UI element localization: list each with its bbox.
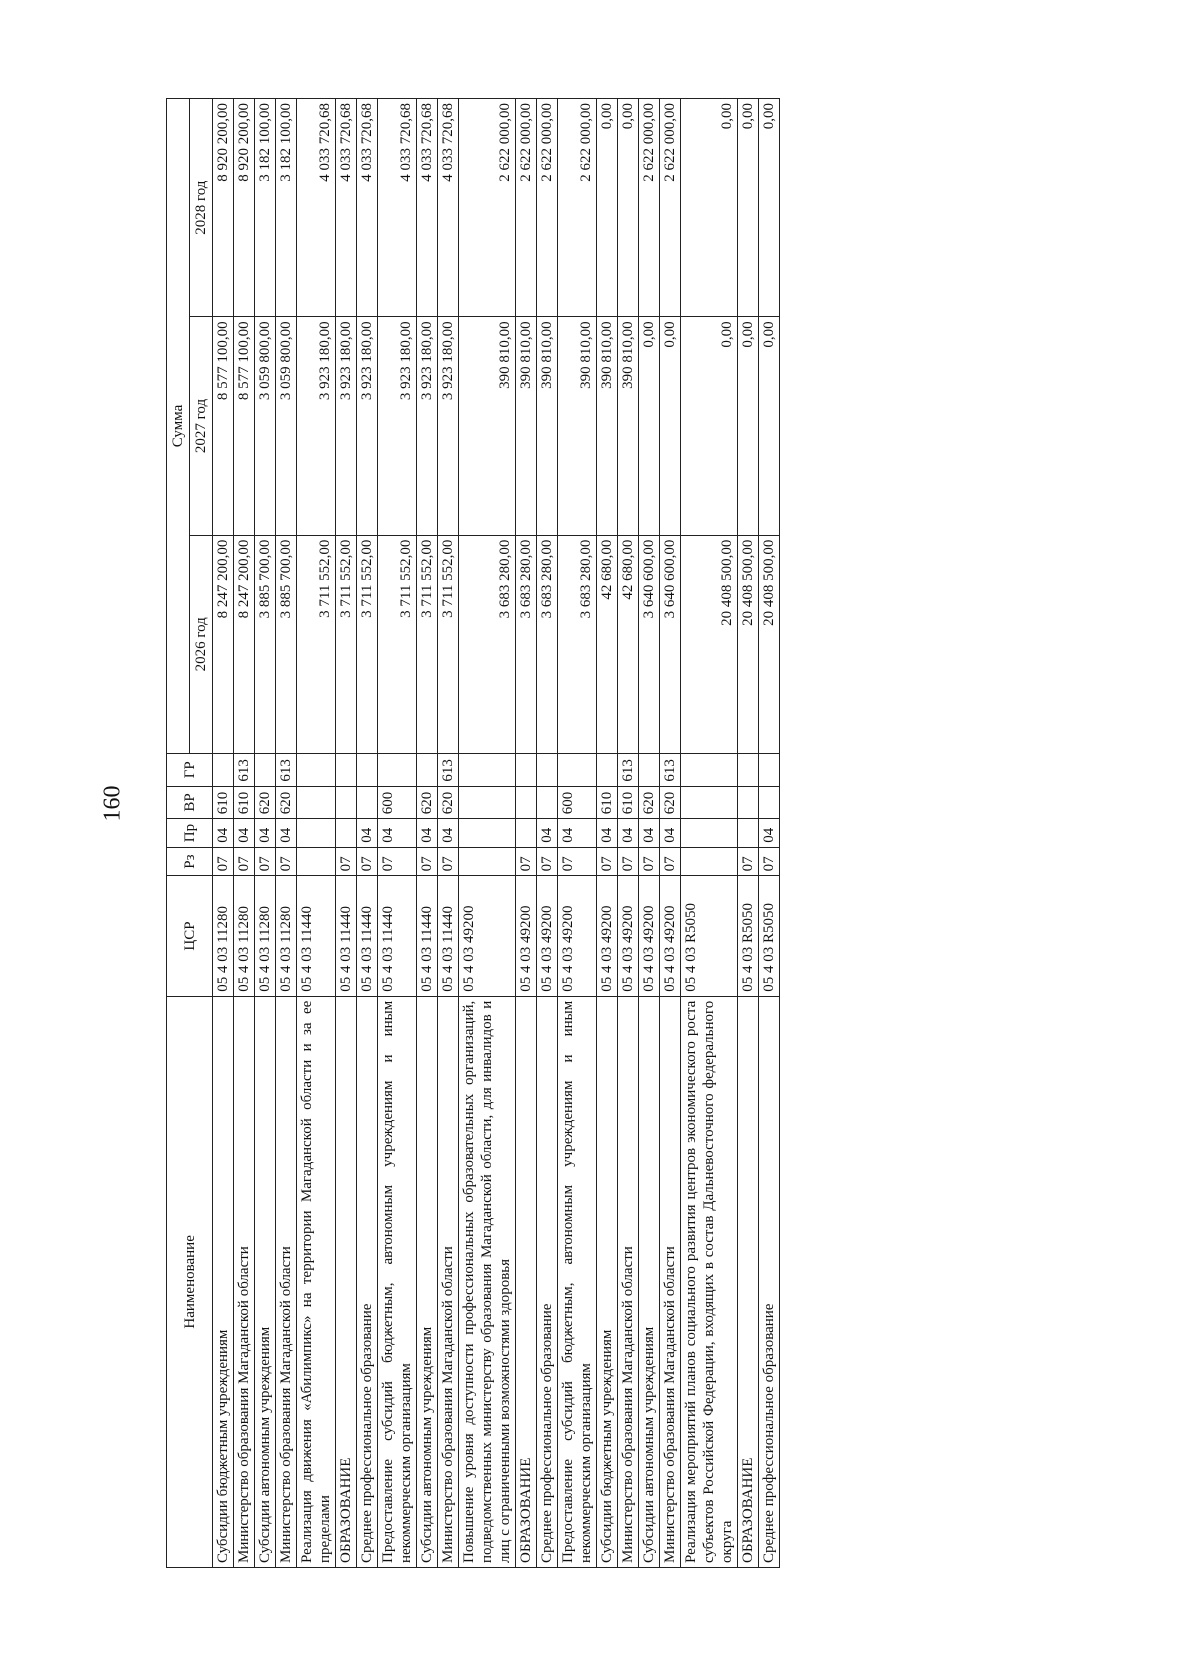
table-row bbox=[378, 99, 417, 1568]
amount-2026-cell: 3 640 600,00 bbox=[639, 535, 660, 753]
csr-cell: 05 4 03 49200 bbox=[558, 876, 597, 996]
table-row bbox=[438, 99, 459, 1568]
budget-table bbox=[166, 98, 780, 1568]
table-row bbox=[297, 99, 336, 1568]
table-row bbox=[336, 99, 357, 1568]
pr-cell: 04 bbox=[597, 819, 618, 848]
csr-cell: 05 4 03 11280 bbox=[213, 876, 234, 996]
pr-cell bbox=[681, 819, 738, 848]
rz-cell: 07 bbox=[738, 847, 759, 876]
amount-2026-cell: 3 711 552,00 bbox=[378, 535, 417, 753]
table-row bbox=[255, 99, 276, 1568]
rz-cell: 07 bbox=[639, 847, 660, 876]
gr-cell bbox=[459, 753, 516, 786]
amount-2026-cell: 3 640 600,00 bbox=[660, 535, 681, 753]
csr-cell: 05 4 03 49200 bbox=[660, 876, 681, 996]
amount-2027-cell: 3 059 800,00 bbox=[276, 317, 297, 535]
gr-cell: 613 bbox=[276, 753, 297, 786]
amount-2028-cell: 4 033 720,68 bbox=[297, 99, 336, 317]
rz-cell: 07 bbox=[378, 847, 417, 876]
gr-cell bbox=[537, 753, 558, 786]
pr-cell bbox=[516, 819, 537, 848]
amount-2028-cell: 2 622 000,00 bbox=[639, 99, 660, 317]
name-cell: ОБРАЗОВАНИЕ bbox=[336, 996, 357, 1567]
name-cell: Среднее профессиональное образование bbox=[357, 996, 378, 1567]
header-year-2027: 2027 год bbox=[190, 317, 213, 535]
vr-cell bbox=[738, 786, 759, 819]
header-year-2028: 2028 год bbox=[190, 99, 213, 317]
amount-2028-cell: 0,00 bbox=[738, 99, 759, 317]
gr-cell: 613 bbox=[234, 753, 255, 786]
amount-2027-cell: 8 577 100,00 bbox=[234, 317, 255, 535]
table-row bbox=[516, 99, 537, 1568]
rz-cell bbox=[459, 847, 516, 876]
amount-2026-cell: 3 711 552,00 bbox=[417, 535, 438, 753]
amount-2027-cell: 3 923 180,00 bbox=[417, 317, 438, 535]
vr-cell bbox=[681, 786, 738, 819]
amount-2027-cell: 0,00 bbox=[759, 317, 780, 535]
table-row bbox=[213, 99, 234, 1568]
rz-cell: 07 bbox=[597, 847, 618, 876]
rz-cell: 07 bbox=[276, 847, 297, 876]
amount-2026-cell: 3 683 280,00 bbox=[537, 535, 558, 753]
header-pr: Пр bbox=[167, 819, 213, 848]
pr-cell: 04 bbox=[558, 819, 597, 848]
table-row bbox=[558, 99, 597, 1568]
pr-cell bbox=[459, 819, 516, 848]
gr-cell bbox=[597, 753, 618, 786]
rz-cell: 07 bbox=[558, 847, 597, 876]
gr-cell bbox=[213, 753, 234, 786]
csr-cell: 05 4 03 11440 bbox=[438, 876, 459, 996]
amount-2026-cell: 3 711 552,00 bbox=[438, 535, 459, 753]
table-row bbox=[759, 99, 780, 1568]
rz-cell: 07 bbox=[357, 847, 378, 876]
gr-cell bbox=[738, 753, 759, 786]
vr-cell: 620 bbox=[417, 786, 438, 819]
gr-cell bbox=[759, 753, 780, 786]
csr-cell: 05 4 03 49200 bbox=[597, 876, 618, 996]
vr-cell bbox=[537, 786, 558, 819]
amount-2027-cell: 0,00 bbox=[660, 317, 681, 535]
gr-cell bbox=[417, 753, 438, 786]
header-sum: Сумма bbox=[167, 99, 190, 754]
amount-2026-cell: 20 408 500,00 bbox=[681, 535, 738, 753]
amount-2028-cell: 2 622 000,00 bbox=[558, 99, 597, 317]
amount-2026-cell: 8 247 200,00 bbox=[234, 535, 255, 753]
name-cell: Министерство образования Магаданской области bbox=[660, 996, 681, 1567]
amount-2028-cell: 4 033 720,68 bbox=[378, 99, 417, 317]
table-row bbox=[357, 99, 378, 1568]
table-row bbox=[459, 99, 516, 1568]
rz-cell: 07 bbox=[417, 847, 438, 876]
pr-cell bbox=[297, 819, 336, 848]
amount-2026-cell: 3 683 280,00 bbox=[459, 535, 516, 753]
amount-2027-cell: 8 577 100,00 bbox=[213, 317, 234, 535]
name-cell: Повышение уровня доступности профессиональных образовательных организаций, подведомственных министерству образования Магаданской области, для инвалидов и лиц с ограниченными возможностями здоровья bbox=[459, 996, 516, 1567]
table-row bbox=[618, 99, 639, 1568]
name-cell: Субсидии бюджетным учреждениям bbox=[213, 996, 234, 1567]
csr-cell: 05 4 03 11440 bbox=[357, 876, 378, 996]
vr-cell: 600 bbox=[558, 786, 597, 819]
csr-cell: 05 4 03 11440 bbox=[417, 876, 438, 996]
pr-cell bbox=[336, 819, 357, 848]
amount-2028-cell: 4 033 720,68 bbox=[336, 99, 357, 317]
rz-cell: 07 bbox=[759, 847, 780, 876]
page-number: 160 bbox=[99, 785, 126, 822]
pr-cell: 04 bbox=[618, 819, 639, 848]
amount-2026-cell: 8 247 200,00 bbox=[213, 535, 234, 753]
pr-cell: 04 bbox=[660, 819, 681, 848]
vr-cell: 610 bbox=[597, 786, 618, 819]
amount-2028-cell: 8 920 200,00 bbox=[234, 99, 255, 317]
amount-2026-cell: 3 683 280,00 bbox=[558, 535, 597, 753]
amount-2026-cell: 3 711 552,00 bbox=[336, 535, 357, 753]
name-cell: Среднее профессиональное образование bbox=[759, 996, 780, 1567]
name-cell: Реализация мероприятий планов социального развития центров экономического роста субъектов Российской Федерации, входящих в состав Дальневосточного федерального округа bbox=[681, 996, 738, 1567]
amount-2028-cell: 2 622 000,00 bbox=[660, 99, 681, 317]
name-cell: Субсидии автономным учреждениям bbox=[255, 996, 276, 1567]
amount-2028-cell: 3 182 100,00 bbox=[276, 99, 297, 317]
csr-cell: 05 4 03 R5050 bbox=[759, 876, 780, 996]
amount-2027-cell: 390 810,00 bbox=[597, 317, 618, 535]
pr-cell: 04 bbox=[759, 819, 780, 848]
amount-2026-cell: 42 680,00 bbox=[597, 535, 618, 753]
csr-cell: 05 4 03 49200 bbox=[618, 876, 639, 996]
name-cell: Среднее профессиональное образование bbox=[537, 996, 558, 1567]
table-row bbox=[234, 99, 255, 1568]
name-cell: Субсидии автономным учреждениям bbox=[639, 996, 660, 1567]
header-csr: ЦСР bbox=[167, 876, 213, 996]
table-row bbox=[681, 99, 738, 1568]
csr-cell: 05 4 03 R5050 bbox=[738, 876, 759, 996]
name-cell: Субсидии бюджетным учреждениям bbox=[597, 996, 618, 1567]
pr-cell: 04 bbox=[438, 819, 459, 848]
vr-cell bbox=[459, 786, 516, 819]
amount-2028-cell: 4 033 720,68 bbox=[357, 99, 378, 317]
rz-cell: 07 bbox=[537, 847, 558, 876]
amount-2028-cell: 3 182 100,00 bbox=[255, 99, 276, 317]
amount-2028-cell: 0,00 bbox=[681, 99, 738, 317]
vr-cell: 610 bbox=[213, 786, 234, 819]
amount-2028-cell: 4 033 720,68 bbox=[417, 99, 438, 317]
csr-cell: 05 4 03 49200 bbox=[639, 876, 660, 996]
header-row-1 bbox=[167, 99, 190, 1568]
rz-cell: 07 bbox=[213, 847, 234, 876]
amount-2027-cell: 390 810,00 bbox=[537, 317, 558, 535]
pr-cell: 04 bbox=[417, 819, 438, 848]
pr-cell: 04 bbox=[255, 819, 276, 848]
amount-2027-cell: 3 923 180,00 bbox=[438, 317, 459, 535]
amount-2026-cell: 3 711 552,00 bbox=[357, 535, 378, 753]
header-gr: ГР bbox=[167, 753, 213, 786]
amount-2027-cell: 390 810,00 bbox=[459, 317, 516, 535]
table-row bbox=[639, 99, 660, 1568]
table-row bbox=[660, 99, 681, 1568]
amount-2028-cell: 8 920 200,00 bbox=[213, 99, 234, 317]
amount-2028-cell: 2 622 000,00 bbox=[537, 99, 558, 317]
name-cell: Министерство образования Магаданской области bbox=[234, 996, 255, 1567]
csr-cell: 05 4 03 11440 bbox=[336, 876, 357, 996]
rz-cell: 07 bbox=[255, 847, 276, 876]
name-cell: Министерство образования Магаданской области bbox=[618, 996, 639, 1567]
gr-cell bbox=[255, 753, 276, 786]
header-rz: Рз bbox=[167, 847, 213, 876]
csr-cell: 05 4 03 49200 bbox=[516, 876, 537, 996]
amount-2028-cell: 2 622 000,00 bbox=[459, 99, 516, 317]
amount-2027-cell: 0,00 bbox=[639, 317, 660, 535]
amount-2026-cell: 3 683 280,00 bbox=[516, 535, 537, 753]
name-cell: Предоставление субсидий бюджетным, автономным учреждениям и иным некоммерческим организациям bbox=[558, 996, 597, 1567]
gr-cell bbox=[558, 753, 597, 786]
gr-cell bbox=[639, 753, 660, 786]
rz-cell: 07 bbox=[336, 847, 357, 876]
csr-cell: 05 4 03 49200 bbox=[537, 876, 558, 996]
amount-2027-cell: 3 923 180,00 bbox=[297, 317, 336, 535]
rz-cell: 07 bbox=[618, 847, 639, 876]
vr-cell bbox=[759, 786, 780, 819]
header-year-2026: 2026 год bbox=[190, 535, 213, 753]
budget-table-container bbox=[166, 98, 1006, 1568]
amount-2028-cell: 0,00 bbox=[618, 99, 639, 317]
amount-2028-cell: 0,00 bbox=[597, 99, 618, 317]
pr-cell: 04 bbox=[357, 819, 378, 848]
gr-cell: 613 bbox=[660, 753, 681, 786]
vr-cell bbox=[357, 786, 378, 819]
vr-cell bbox=[516, 786, 537, 819]
amount-2027-cell: 0,00 bbox=[738, 317, 759, 535]
name-cell: ОБРАЗОВАНИЕ bbox=[738, 996, 759, 1567]
gr-cell bbox=[297, 753, 336, 786]
table-row bbox=[276, 99, 297, 1568]
rz-cell: 07 bbox=[660, 847, 681, 876]
rz-cell bbox=[297, 847, 336, 876]
pr-cell: 04 bbox=[234, 819, 255, 848]
csr-cell: 05 4 03 49200 bbox=[459, 876, 516, 996]
rz-cell bbox=[681, 847, 738, 876]
amount-2026-cell: 3 885 700,00 bbox=[255, 535, 276, 753]
vr-cell: 620 bbox=[438, 786, 459, 819]
rz-cell: 07 bbox=[234, 847, 255, 876]
amount-2027-cell: 3 059 800,00 bbox=[255, 317, 276, 535]
amount-2027-cell: 390 810,00 bbox=[516, 317, 537, 535]
vr-cell: 610 bbox=[618, 786, 639, 819]
gr-cell: 613 bbox=[438, 753, 459, 786]
gr-cell bbox=[681, 753, 738, 786]
amount-2026-cell: 3 711 552,00 bbox=[297, 535, 336, 753]
table-row bbox=[537, 99, 558, 1568]
amount-2027-cell: 3 923 180,00 bbox=[378, 317, 417, 535]
vr-cell: 620 bbox=[276, 786, 297, 819]
amount-2028-cell: 4 033 720,68 bbox=[438, 99, 459, 317]
table-row bbox=[597, 99, 618, 1568]
pr-cell: 04 bbox=[378, 819, 417, 848]
name-cell: Министерство образования Магаданской области bbox=[438, 996, 459, 1567]
table-body bbox=[213, 99, 780, 1568]
name-cell: Реализация движения «Абилимпикс» на территории Магаданской области и за ее пределами bbox=[297, 996, 336, 1567]
pr-cell: 04 bbox=[639, 819, 660, 848]
gr-cell bbox=[378, 753, 417, 786]
csr-cell: 05 4 03 11280 bbox=[276, 876, 297, 996]
amount-2027-cell: 3 923 180,00 bbox=[336, 317, 357, 535]
vr-cell: 600 bbox=[378, 786, 417, 819]
amount-2026-cell: 3 885 700,00 bbox=[276, 535, 297, 753]
csr-cell: 05 4 03 R5050 bbox=[681, 876, 738, 996]
pr-cell: 04 bbox=[537, 819, 558, 848]
amount-2028-cell: 2 622 000,00 bbox=[516, 99, 537, 317]
amount-2027-cell: 390 810,00 bbox=[558, 317, 597, 535]
name-cell: Предоставление субсидий бюджетным, автономным учреждениям и иным некоммерческим организациям bbox=[378, 996, 417, 1567]
vr-cell bbox=[336, 786, 357, 819]
pr-cell: 04 bbox=[276, 819, 297, 848]
header-vr: ВР bbox=[167, 786, 213, 819]
amount-2027-cell: 390 810,00 bbox=[618, 317, 639, 535]
amount-2027-cell: 0,00 bbox=[681, 317, 738, 535]
vr-cell: 620 bbox=[660, 786, 681, 819]
pr-cell: 04 bbox=[213, 819, 234, 848]
name-cell: ОБРАЗОВАНИЕ bbox=[516, 996, 537, 1567]
amount-2026-cell: 42 680,00 bbox=[618, 535, 639, 753]
csr-cell: 05 4 03 11440 bbox=[297, 876, 336, 996]
name-cell: Министерство образования Магаданской области bbox=[276, 996, 297, 1567]
vr-cell: 620 bbox=[255, 786, 276, 819]
table-row bbox=[417, 99, 438, 1568]
header-name: Наименование bbox=[167, 996, 213, 1567]
amount-2026-cell: 20 408 500,00 bbox=[738, 535, 759, 753]
name-cell: Субсидии автономным учреждениям bbox=[417, 996, 438, 1567]
table-row bbox=[738, 99, 759, 1568]
pr-cell bbox=[738, 819, 759, 848]
vr-cell bbox=[297, 786, 336, 819]
rz-cell: 07 bbox=[516, 847, 537, 876]
gr-cell bbox=[516, 753, 537, 786]
csr-cell: 05 4 03 11440 bbox=[378, 876, 417, 996]
gr-cell bbox=[357, 753, 378, 786]
gr-cell: 613 bbox=[618, 753, 639, 786]
amount-2026-cell: 20 408 500,00 bbox=[759, 535, 780, 753]
vr-cell: 620 bbox=[639, 786, 660, 819]
csr-cell: 05 4 03 11280 bbox=[234, 876, 255, 996]
rz-cell: 07 bbox=[438, 847, 459, 876]
amount-2028-cell: 0,00 bbox=[759, 99, 780, 317]
gr-cell bbox=[336, 753, 357, 786]
csr-cell: 05 4 03 11280 bbox=[255, 876, 276, 996]
amount-2027-cell: 3 923 180,00 bbox=[357, 317, 378, 535]
vr-cell: 610 bbox=[234, 786, 255, 819]
